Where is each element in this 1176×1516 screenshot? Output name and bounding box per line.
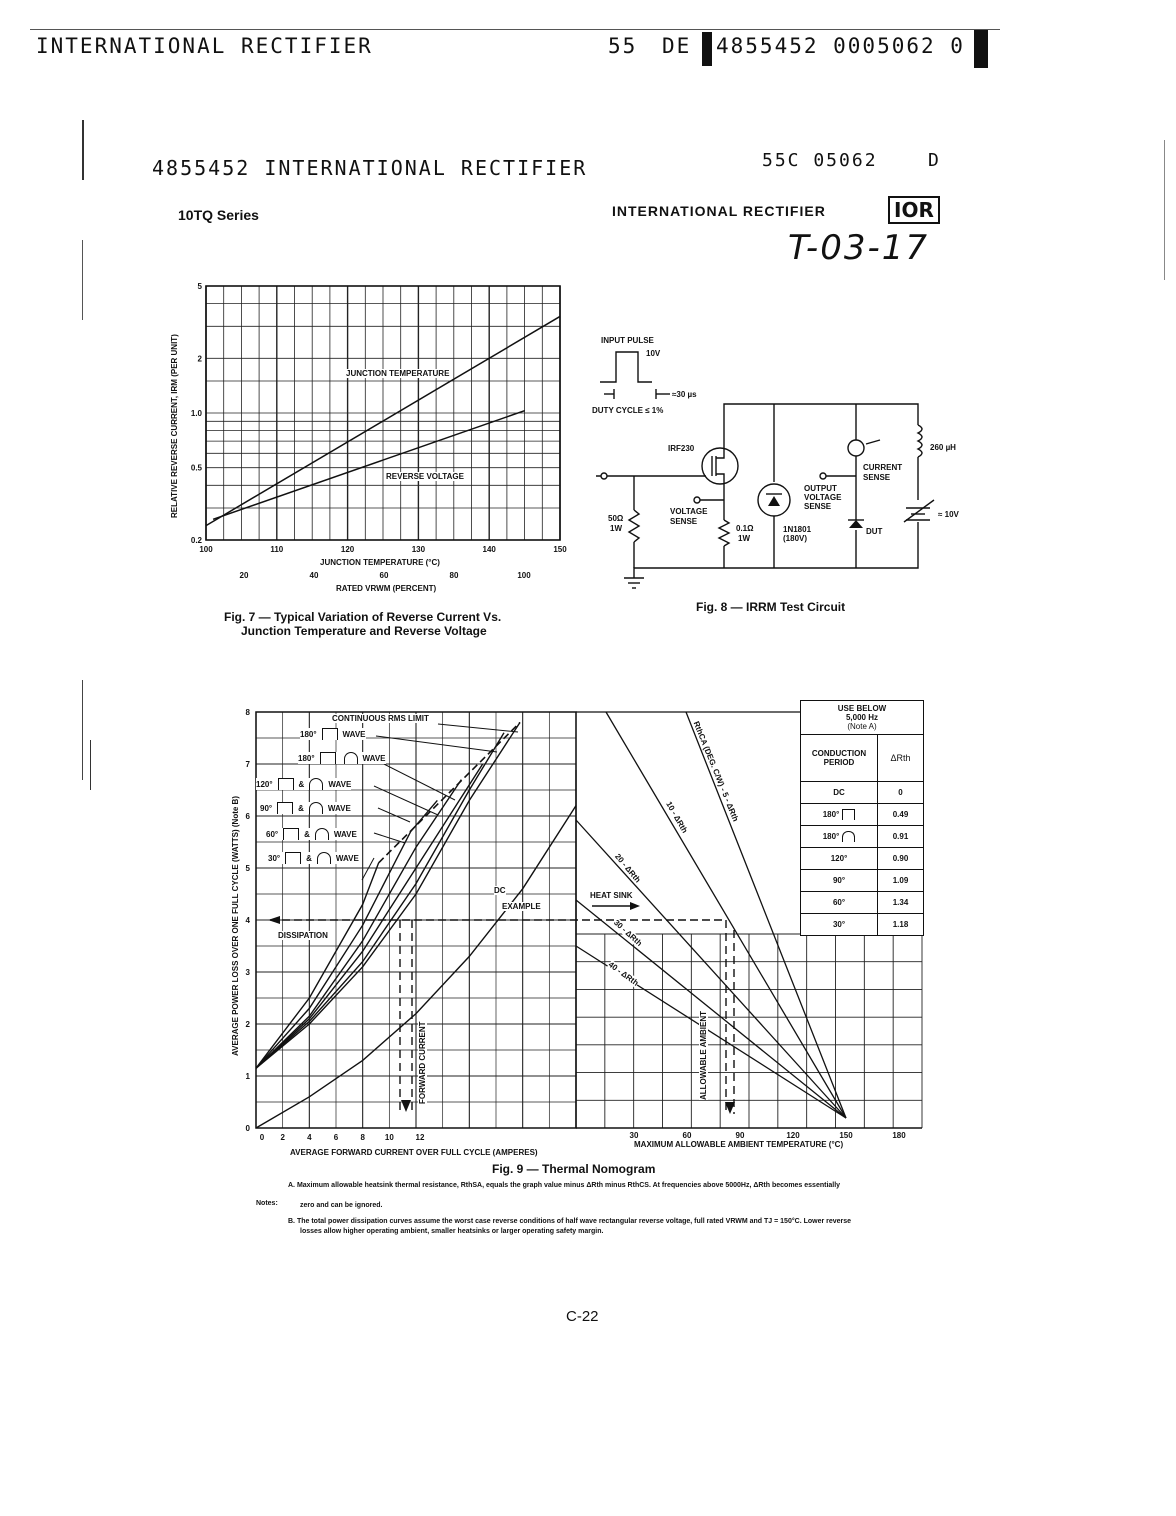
fig9-rth40-label: 40 - ΔRth — [606, 960, 641, 988]
square-wave-icon — [285, 852, 301, 864]
fig8-volt-sense-2: SENSE — [670, 517, 698, 526]
fig8-duty: DUTY CYCLE ≤ 1% — [592, 406, 664, 415]
fig9-heatsink-arrowhead — [630, 902, 640, 910]
wave-angle: 180° — [300, 729, 317, 739]
wave-legend-row — [256, 778, 351, 790]
square-wave-icon — [278, 778, 294, 790]
fig9-x2tick: 90 — [735, 1131, 745, 1140]
fig8-30us: ≈30 µs — [672, 390, 697, 399]
fig7-ytick: 0.2 — [190, 536, 202, 545]
table-cell-drth: 0 — [898, 788, 903, 797]
fig7-x2tick: 60 — [379, 571, 389, 580]
fig8-current-sense-1: CURRENT — [863, 463, 903, 472]
fig7-ytick: 0.5 — [190, 463, 202, 473]
wave-angle: 120° — [256, 779, 273, 789]
fig8-r50-b: 1W — [610, 524, 622, 533]
fig7-ylabel: RELATIVE REVERSE CURRENT, IRM (PER UNIT) — [170, 334, 179, 518]
fig9-dissipation-arrowhead — [268, 916, 280, 924]
fig9-ytick: 3 — [245, 968, 250, 977]
notes-label: Notes: — [256, 1200, 278, 1207]
note-a-line1: A. Maximum allowable heatsink thermal resistance, RthSA, equals the graph value minus ΔRth minus RthCS. At frequencies above 5000Hz, ΔRth becomes essentially — [288, 1182, 841, 1189]
fig9-ytick: 1 — [245, 1072, 250, 1081]
wave-word: WAVE — [362, 753, 386, 763]
period-text: 180° — [822, 832, 840, 841]
fig8-diode-2: (180V) — [783, 534, 808, 543]
fig7-xtick: 150 — [553, 545, 567, 554]
fig7-x2tick: 40 — [309, 571, 319, 580]
note-a-line2: zero and can be ignored. — [300, 1202, 383, 1209]
fig8-battery: ≈ 10V — [938, 510, 959, 519]
fig7-ytick: 1.0 — [190, 409, 202, 418]
fig7-xtick: 140 — [482, 545, 496, 554]
fig9-xtick: 4 — [307, 1133, 312, 1142]
fig9-heatsink-label: HEAT SINK — [590, 891, 633, 900]
fig7-x2tick: 100 — [517, 571, 531, 580]
fig9-x2tick: 150 — [839, 1131, 853, 1140]
fig8-diode-1: 1N1801 — [783, 525, 812, 534]
period-text: DC — [833, 788, 845, 797]
wave-word: WAVE — [327, 803, 351, 813]
period-text: 60° — [832, 898, 846, 907]
fig9-ytick: 5 — [245, 864, 250, 873]
fig9-ytick: 6 — [245, 812, 250, 821]
fig8-10v: 10V — [646, 349, 661, 358]
fig9-rth20-label: 20 - ΔRth — [613, 852, 643, 885]
fig9-xlabel-left: AVERAGE FORWARD CURRENT OVER FULL CYCLE (AMPERES) — [290, 1148, 538, 1157]
fig7-xlabel: JUNCTION TEMPERATURE (°C) — [320, 558, 440, 567]
fig7-caption-2: Junction Temperature and Reverse Voltage — [241, 624, 487, 638]
ior-logo: IOR — [888, 196, 940, 224]
period-text: 120° — [830, 854, 848, 863]
fig9-leader-5 — [362, 858, 374, 880]
fig9-xtick: 6 — [333, 1133, 339, 1142]
table-row — [801, 892, 923, 914]
fig9-caption: Fig. 9 — Thermal Nomogram — [492, 1162, 656, 1176]
fig9-forward-arrowhead — [401, 1100, 411, 1112]
table-cell-period — [801, 914, 878, 935]
fig7-x2label: RATED VRWM (PERCENT) — [336, 584, 437, 593]
wave-word: WAVE — [328, 779, 352, 789]
fig9-xtick: 2 — [280, 1133, 285, 1142]
table-row — [801, 782, 923, 804]
fig9-xtick: 0 — [259, 1133, 265, 1142]
sine-wave-icon — [309, 802, 323, 814]
table-cell-drth: 1.09 — [892, 876, 909, 885]
fig9-leader-6 — [438, 724, 518, 732]
table-row — [801, 914, 923, 935]
fig8-caption: Fig. 8 — IRRM Test Circuit — [696, 600, 846, 614]
subheader-left: 4855452 INTERNATIONAL RECTIFIER — [152, 156, 588, 180]
wave-amp: & — [306, 853, 312, 863]
header-doc-no: 4855452 0005062 0 — [716, 34, 965, 58]
series-title: 10TQ Series — [178, 207, 259, 223]
fig8-output-2: VOLTAGE — [804, 493, 842, 502]
fig9-ytick: 0 — [245, 1124, 250, 1133]
fig7-xtick: 120 — [340, 545, 355, 554]
table-cell-period — [801, 848, 878, 869]
fig9-example-label: EXAMPLE — [502, 902, 541, 911]
fig9-ytick: 8 — [245, 708, 250, 717]
wave-legend-row — [298, 752, 386, 764]
header-company: INTERNATIONAL RECTIFIER — [36, 34, 373, 58]
square-wave-icon — [322, 728, 338, 740]
header-code-de: DE — [662, 34, 692, 58]
square-wave-icon — [842, 809, 855, 820]
fig9-forward-current-label: FORWARD CURRENT — [418, 1021, 427, 1104]
table-cell-drth: 1.18 — [892, 920, 909, 929]
table-cell-period — [801, 782, 878, 803]
wave-legend-row — [260, 802, 351, 814]
fig9-xtick: 10 — [384, 1133, 394, 1142]
subheader-d: D — [928, 150, 939, 171]
brand-text: INTERNATIONAL RECTIFIER — [612, 203, 826, 219]
square-wave-icon — [283, 828, 299, 840]
table-cell-drth: 0.49 — [892, 810, 909, 819]
fig9-xlabel-right: MAXIMUM ALLOWABLE AMBIENT TEMPERATURE (°C) — [634, 1140, 844, 1149]
fig7-caption-1: Fig. 7 — Typical Variation of Reverse Current Vs. — [224, 610, 502, 624]
note-b-line1: B. The total power dissipation curves assume the worst case reverse conditions of half wave rectangular reverse voltage, full rated VRWM and TJ = 150°C. Lower reverse — [288, 1218, 852, 1225]
fig9-x2tick: 120 — [786, 1131, 800, 1140]
sine-wave-icon — [344, 752, 358, 764]
fig8-current-sense-2: SENSE — [863, 473, 891, 482]
table-row — [801, 848, 923, 870]
fig9-xtick: 12 — [415, 1133, 425, 1142]
wave-amp: & — [304, 829, 310, 839]
sine-wave-icon — [309, 778, 323, 790]
period-text: 180° — [822, 810, 840, 819]
fig7-ytick: 2 — [197, 354, 202, 364]
wave-legend-row — [268, 852, 359, 864]
fig9-dc-label: DC — [494, 886, 506, 895]
fig7-x2tick: 20 — [239, 571, 249, 580]
fig9-ytick: 4 — [245, 916, 250, 925]
fig9-rth10-label: 10 - ΔRth — [664, 800, 690, 835]
fig9-rth30-label: 30 - ΔRth — [611, 918, 644, 948]
fig9-ytick: 7 — [245, 760, 250, 769]
table-col-period: CONDUCTION PERIOD — [801, 735, 878, 781]
fig8-output-3: SENSE — [804, 502, 832, 511]
wave-amp: & — [298, 779, 305, 789]
fig7-x2tick: 80 — [449, 571, 459, 580]
table-cell-drth: 0.91 — [892, 832, 909, 841]
wave-angle: 180° — [298, 753, 315, 763]
fig8-volt-sense-1: VOLTAGE — [670, 507, 708, 516]
fig9-rms-limit: CONTINUOUS RMS LIMIT — [332, 714, 429, 723]
wave-word: WAVE — [335, 853, 359, 863]
fig8-output-1: OUTPUT — [804, 484, 837, 493]
wave-angle: 30° — [268, 853, 281, 863]
wave-legend-row — [266, 828, 357, 840]
fig8-input-pulse: INPUT PULSE — [601, 336, 654, 345]
fig8-dut: DUT — [866, 527, 883, 536]
wave-word: WAVE — [342, 729, 366, 739]
page-number: C-22 — [566, 1308, 599, 1325]
square-wave-icon — [320, 752, 336, 764]
wave-amp: & — [298, 803, 304, 813]
table-cell-period — [801, 870, 878, 891]
fig9-xtick: 8 — [360, 1133, 365, 1142]
wave-angle: 90° — [260, 803, 273, 813]
fig9-delta-rth-table — [800, 700, 924, 936]
square-wave-icon — [277, 802, 293, 814]
sine-wave-icon — [842, 831, 855, 842]
fig8-irf230: IRF230 — [668, 444, 695, 453]
fig9-allowable-ambient-label: ALLOWABLE AMBIENT — [699, 1010, 708, 1100]
wave-angle: 60° — [266, 829, 279, 839]
fig8-r50-a: 50Ω — [608, 514, 624, 523]
table-row — [801, 870, 923, 892]
table-cell-drth: 0.90 — [892, 854, 909, 863]
fig9-x2tick: 30 — [629, 1131, 639, 1140]
wave-word: WAVE — [333, 829, 357, 839]
table-col-drth: ΔRth — [890, 753, 911, 763]
period-text: 30° — [832, 920, 846, 929]
fig9-series-line-7 — [256, 863, 379, 1068]
table-body — [801, 782, 923, 935]
fig8-r01-a: 0.1Ω — [736, 524, 754, 533]
period-text: 90° — [832, 876, 846, 885]
fig9-x2tick: 60 — [682, 1131, 692, 1140]
fig8-r01-b: 1W — [738, 534, 750, 543]
table-row — [801, 826, 923, 848]
fig9-series-line-5 — [256, 780, 461, 1069]
table-title-3: (Note A) — [847, 722, 877, 731]
table-cell-drth: 1.34 — [892, 898, 909, 907]
fig7-curve1-label: JUNCTION TEMPERATURE — [346, 369, 450, 378]
fig9-x2tick: 180 — [892, 1131, 906, 1140]
fig9-ylabel: AVERAGE POWER LOSS OVER ONE FULL CYCLE (WATTS) (Note B) — [231, 795, 240, 1056]
subheader-code: 55C 05062 — [762, 150, 878, 171]
sine-wave-icon — [317, 852, 331, 864]
fig9-leader-0 — [376, 736, 497, 752]
table-cell-period — [801, 826, 878, 847]
fig9-dissipation-label: DISSIPATION — [278, 931, 328, 940]
fig8-260uh: 260 µH — [930, 443, 956, 452]
fig7-xtick: 130 — [411, 545, 426, 554]
fig7-xtick: 110 — [270, 545, 284, 554]
table-row — [801, 804, 923, 826]
fig7-xtick: 100 — [199, 545, 213, 554]
table-cell-period — [801, 804, 878, 825]
handwritten-code: T-03-17 — [788, 228, 929, 268]
wave-legend-row — [300, 728, 366, 740]
table-title-1: USE BELOW — [837, 704, 887, 713]
fig9-rth-main-label: RthCA (DEG. C/W) - 5 - ΔRth — [691, 720, 741, 823]
fig9-leader-3 — [378, 808, 410, 822]
fig7-curve2-label: REVERSE VOLTAGE — [386, 472, 464, 481]
table-title-2: 5,000 Hz — [845, 713, 879, 722]
note-b-line2: losses allow higher operating ambient, smaller heatsinks or larger operating safety margin. — [300, 1228, 604, 1235]
header-code-55: 55 — [608, 34, 638, 58]
fig9-ytick: 2 — [245, 1020, 250, 1029]
table-cell-period — [801, 892, 878, 913]
fig7-ytick: 5 — [197, 282, 202, 291]
sine-wave-icon — [315, 828, 329, 840]
